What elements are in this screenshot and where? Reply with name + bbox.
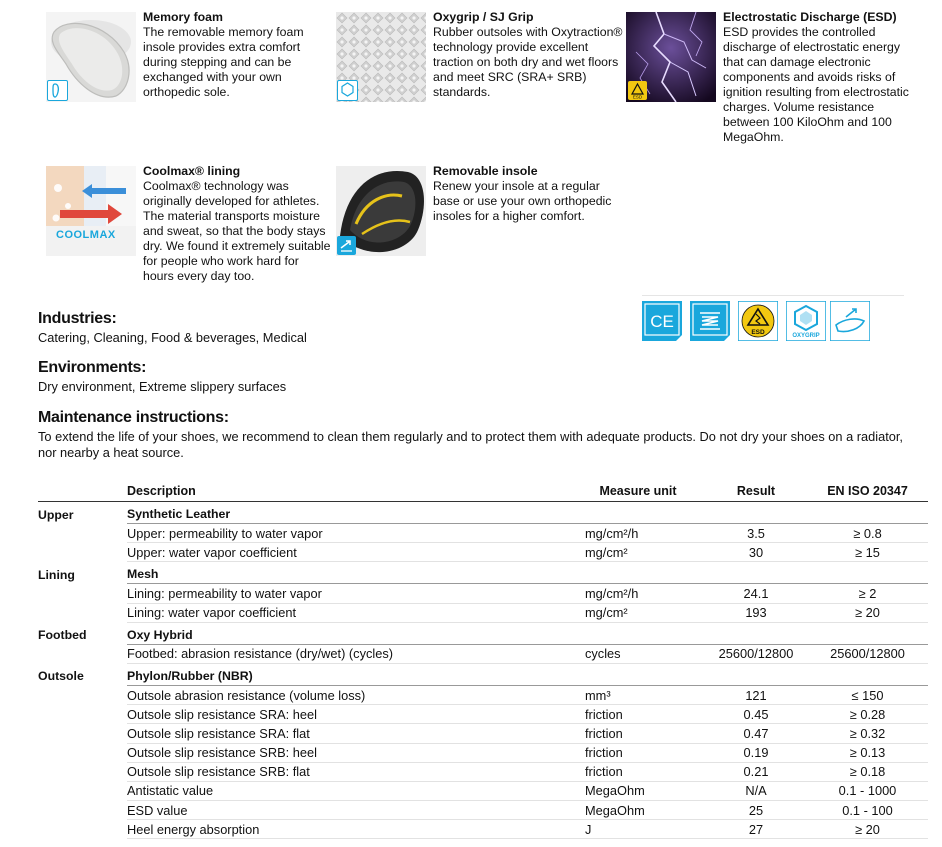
row-spacer	[38, 820, 127, 839]
table-group-row	[38, 663, 928, 685]
row-result: 0.21	[705, 762, 807, 781]
table-row	[38, 705, 928, 724]
row-label: Footbed: abrasion resistance (dry/wet) (cycles)	[127, 644, 571, 663]
row-label: Heel energy absorption	[127, 820, 571, 839]
feature-esd	[626, 12, 916, 152]
row-standard: 0.1 - 1000	[807, 781, 928, 800]
row-unit: mg/cm²/h	[571, 524, 705, 543]
row-label: Antistatic value	[127, 781, 571, 800]
row-spacer	[38, 724, 127, 743]
esd-cert-text: ESD	[751, 329, 765, 336]
table-row	[38, 743, 928, 762]
maintenance-text: To extend the life of your shoes, we recommend to clean them regularly and to protect them with adequate products. Do not dry your shoes on a radiator, nor nearby a heat source.	[38, 429, 903, 460]
row-result: 30	[705, 543, 807, 562]
material-label: Oxy Hybrid	[127, 622, 928, 644]
coolmax-image	[46, 166, 136, 256]
row-spacer	[38, 801, 127, 820]
row-standard: ≥ 0.18	[807, 762, 928, 781]
row-standard: ≥ 2	[807, 584, 928, 603]
ce-icon	[642, 301, 682, 341]
row-unit: MegaOhm	[571, 801, 705, 820]
header-unit: Measure unit	[571, 481, 705, 502]
maintenance-title: Maintenance instructions:	[38, 409, 229, 426]
feature-description: The removable memory foam insole provides extra comfort during stepping and can be exchanged with your own orthopedic sole.	[143, 25, 304, 99]
feature-title: Coolmax® lining	[143, 164, 241, 178]
feature-description: ESD provides the controlled discharge of electrostatic energy that can damage electronic components and avoids risks of ignition resulting from electrostatic charges. Volume resistance between 100 KiloOhm and 100 MegaOhm.	[723, 25, 909, 144]
row-unit: friction	[571, 743, 705, 762]
row-spacer	[38, 644, 127, 663]
row-label: Lining: permeability to water vapor	[127, 584, 571, 603]
material-label: Mesh	[127, 562, 928, 584]
row-label: Lining: water vapor coefficient	[127, 603, 571, 622]
table-row	[38, 801, 928, 820]
memory-foam-image	[46, 12, 136, 102]
certifications-divider	[642, 295, 904, 296]
header-description: Description	[127, 481, 571, 502]
row-standard: ≥ 0.13	[807, 743, 928, 762]
feature-coolmax	[46, 166, 336, 306]
row-standard: ≥ 0.28	[807, 705, 928, 724]
row-spacer	[38, 685, 127, 704]
row-standard: ≥ 0.32	[807, 724, 928, 743]
row-standard: ≥ 20	[807, 820, 928, 839]
row-standard: ≤ 150	[807, 685, 928, 704]
feature-title: Electrostatic Discharge (ESD)	[723, 10, 897, 24]
row-unit: mg/cm²	[571, 543, 705, 562]
oxygrip-icon	[786, 301, 826, 341]
table-row	[38, 644, 928, 663]
row-standard: 0.1 - 100	[807, 801, 928, 820]
feature-oxygrip	[336, 12, 626, 152]
row-label: Outsole slip resistance SRB: flat	[127, 762, 571, 781]
feature-description: Renew your insole at a regular base or use your own orthopedic insoles for a higher comfort.	[433, 179, 612, 223]
esd-badge-icon	[628, 81, 647, 100]
ce-text: CE	[650, 312, 674, 331]
feature-memory-foam	[46, 12, 336, 152]
row-unit: J	[571, 820, 705, 839]
material-label: Phylon/Rubber (NBR)	[127, 663, 928, 685]
table-row	[38, 603, 928, 622]
row-standard: 25600/12800	[807, 644, 928, 663]
row-spacer	[38, 543, 127, 562]
table-group-row	[38, 622, 928, 644]
row-result: 0.45	[705, 705, 807, 724]
row-standard: ≥ 20	[807, 603, 928, 622]
table-row	[38, 524, 928, 543]
table-group-row	[38, 502, 928, 524]
row-result: 0.47	[705, 724, 807, 743]
header-en-iso: EN ISO 20347	[807, 481, 928, 502]
coolmax-logo: COOLMAX	[56, 229, 116, 241]
row-standard: ≥ 15	[807, 543, 928, 562]
oxygrip-badge-icon	[337, 80, 358, 101]
table-row	[38, 762, 928, 781]
feature-title: Removable insole	[433, 164, 538, 178]
row-result: 121	[705, 685, 807, 704]
row-result: 25	[705, 801, 807, 820]
row-spacer	[38, 762, 127, 781]
oxygrip-tread-image	[336, 12, 426, 102]
row-label: Outsole slip resistance SRA: heel	[127, 705, 571, 724]
oxygrip-cert-text: OXYGRIP	[792, 333, 820, 339]
environments-text: Dry environment, Extreme slippery surfaces	[38, 379, 287, 394]
table-row	[38, 685, 928, 704]
row-result: 0.19	[705, 743, 807, 762]
industries-title: Industries:	[38, 310, 117, 327]
row-result: 193	[705, 603, 807, 622]
esd-badge-text: ESD	[632, 94, 643, 100]
row-label: Outsole slip resistance SRB: heel	[127, 743, 571, 762]
insole-cert-icon	[830, 301, 870, 341]
row-spacer	[38, 743, 127, 762]
row-unit: friction	[571, 724, 705, 743]
row-spacer	[38, 781, 127, 800]
row-spacer	[38, 705, 127, 724]
spec-table	[38, 481, 928, 839]
table-row	[38, 724, 928, 743]
esd-icon	[738, 301, 778, 341]
row-result: 27	[705, 820, 807, 839]
row-label: ESD value	[127, 801, 571, 820]
feature-description: Coolmax® technology was originally developed for athletes. The material transports moisture and sweat, so that the body stays dry. We found it extremely suitable for people who work hard for hours every day too.	[143, 179, 331, 283]
row-unit: friction	[571, 705, 705, 724]
row-result: 25600/12800	[705, 644, 807, 663]
row-unit: friction	[571, 762, 705, 781]
category-label: Lining	[38, 567, 75, 582]
row-unit: cycles	[571, 644, 705, 663]
spring-sole-icon	[690, 301, 730, 341]
table-row	[38, 584, 928, 603]
row-spacer	[38, 524, 127, 543]
insole-image	[336, 166, 426, 256]
category-label: Footbed	[38, 628, 87, 643]
row-label: Outsole slip resistance SRA: flat	[127, 724, 571, 743]
header-result: Result	[705, 481, 807, 502]
table-row	[38, 820, 928, 839]
environments-title: Environments:	[38, 359, 147, 376]
removable-insole-badge-icon	[337, 236, 356, 255]
header-category	[38, 481, 127, 502]
feature-title: Oxygrip / SJ Grip	[433, 10, 534, 24]
category-label: Upper	[38, 507, 74, 522]
category-label: Outsole	[38, 669, 84, 684]
table-group-row	[38, 562, 928, 584]
feature-removable-insole	[336, 166, 626, 306]
row-unit: mm³	[571, 685, 705, 704]
row-result: 24.1	[705, 584, 807, 603]
spec-table-header	[38, 481, 928, 502]
table-row	[38, 543, 928, 562]
insole-badge-icon	[47, 80, 68, 101]
row-result: 3.5	[705, 524, 807, 543]
material-label: Synthetic Leather	[127, 502, 928, 524]
row-unit: MegaOhm	[571, 781, 705, 800]
industries-text: Catering, Cleaning, Food & beverages, Medical	[38, 330, 307, 345]
row-result: N/A	[705, 781, 807, 800]
lightning-image	[626, 12, 716, 102]
row-label: Outsole abrasion resistance (volume loss)	[127, 685, 571, 704]
feature-title: Memory foam	[143, 10, 223, 24]
row-unit: mg/cm²	[571, 603, 705, 622]
table-row	[38, 781, 928, 800]
row-standard: ≥ 0.8	[807, 524, 928, 543]
feature-description: Rubber outsoles with Oxytraction® technology provide excellent traction on both dry and wet floors and meet SRC (SRA+ SRB) standards.	[433, 25, 623, 99]
row-label: Upper: permeability to water vapor	[127, 524, 571, 543]
row-unit: mg/cm²/h	[571, 584, 705, 603]
row-label: Upper: water vapor coefficient	[127, 543, 571, 562]
row-spacer	[38, 603, 127, 622]
row-spacer	[38, 584, 127, 603]
